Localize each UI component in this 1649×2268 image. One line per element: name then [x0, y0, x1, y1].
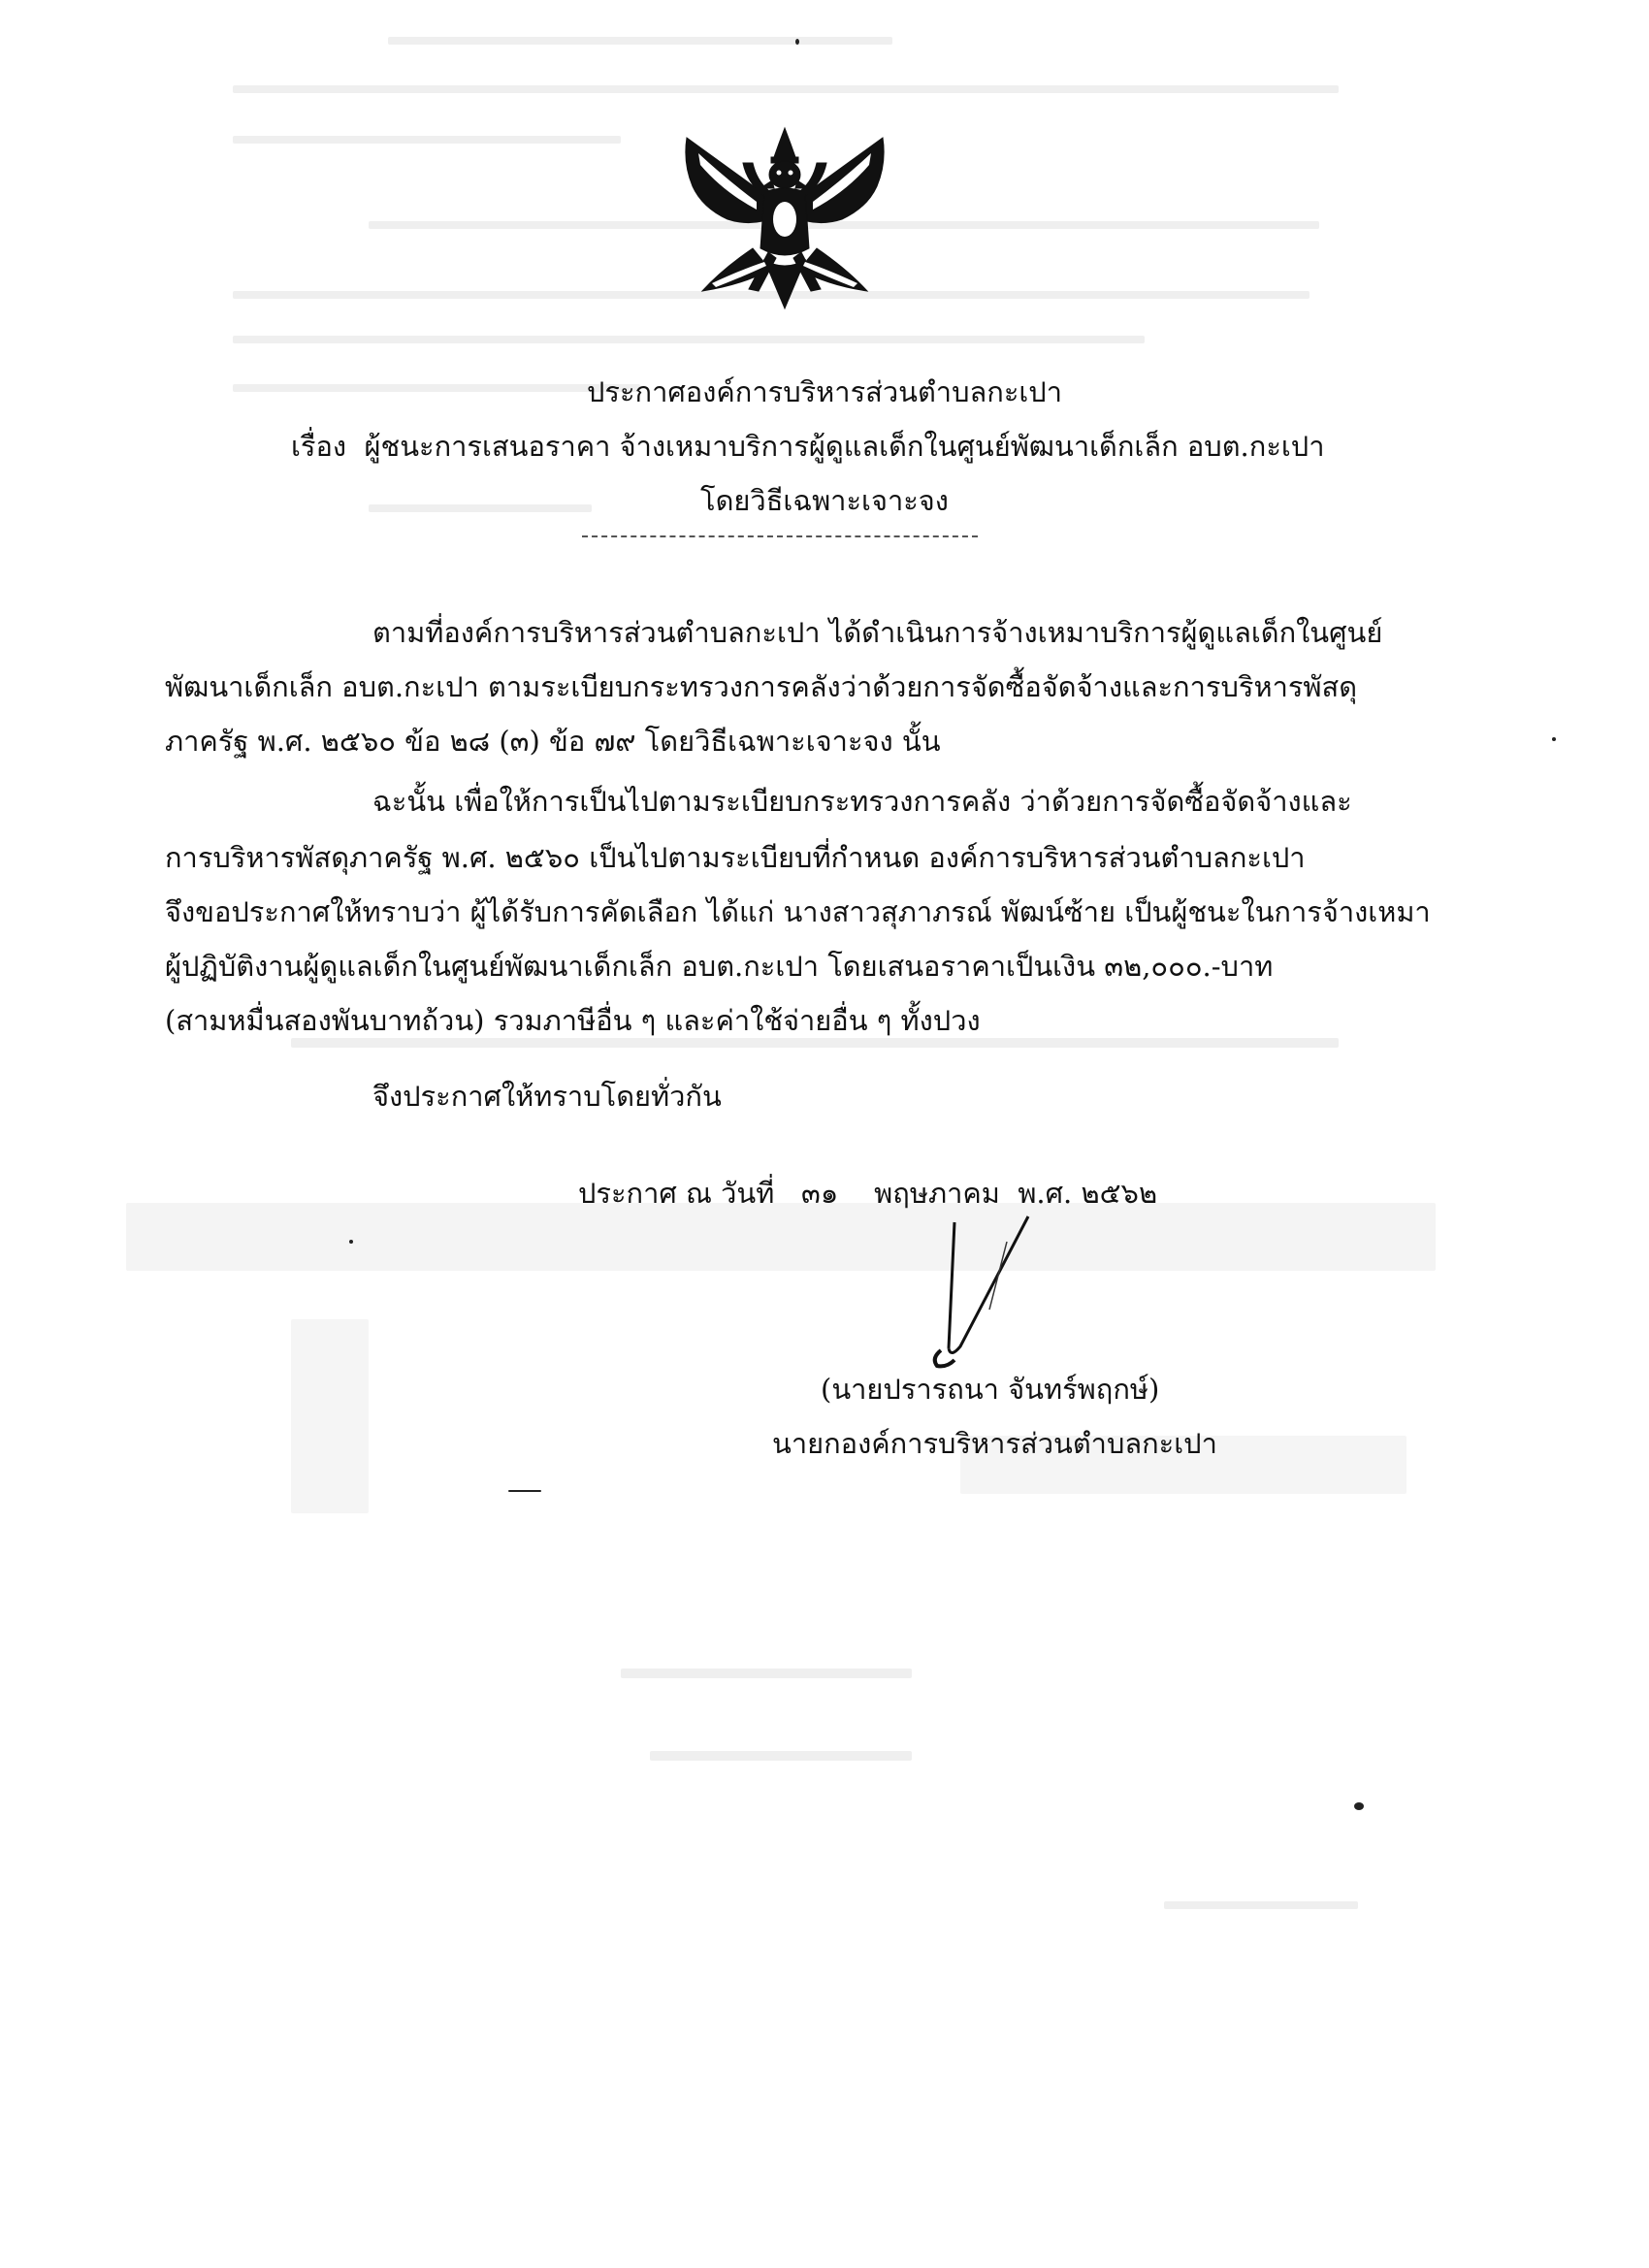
issuer-title: ประกาศองค์การบริหารส่วนตำบลกะเปา — [586, 375, 1062, 408]
handwritten-signature — [892, 1203, 1067, 1377]
bleed-through — [126, 1203, 1436, 1271]
paragraph-1-line: ตามที่องค์การบริหารส่วนตำบลกะเปา ได้ดำเนินการจ้างเหมาบริการผู้ดูแลเด็กในศูนย์ — [372, 616, 1383, 649]
signatory-name: (นายปรารถนา จันทร์พฤกษ์) — [821, 1373, 1160, 1406]
bleed-through — [291, 1319, 369, 1513]
bleed-through — [233, 85, 1339, 93]
paragraph-2-line: จึงขอประกาศให้ทราบว่า ผู้ได้รับการคัดเลือก ได้แก่ นางสาวสุภาภรณ์ พัฒน์ซ้าย เป็นผู้ชนะในการจ้างเหมา — [165, 895, 1431, 928]
subject-method: โดยวิธีเฉพาะเจาะจง — [700, 484, 949, 517]
divider — [582, 535, 978, 537]
date-month: พฤษภาคม — [874, 1177, 1000, 1210]
closing-text: จึงประกาศให้ทราบโดยทั่วกัน — [372, 1080, 722, 1113]
ink-speck — [1552, 737, 1556, 741]
bleed-through — [233, 136, 621, 144]
date-year: พ.ศ. ๒๕๖๒ — [1018, 1177, 1158, 1210]
announcement-date — [578, 1176, 1157, 1211]
garuda-emblem-icon — [663, 124, 906, 318]
subject-text: ผู้ชนะการเสนอราคา จ้างเหมาบริการผู้ดูแลเด็กในศูนย์พัฒนาเด็กเล็ก อบต.กะเปา — [364, 430, 1325, 463]
bleed-through — [621, 1669, 912, 1678]
paragraph-1-line: ภาครัฐ พ.ศ. ๒๕๖๐ ข้อ ๒๘ (๓) ข้อ ๗๙ โดยวิธีเฉพาะเจาะจง นั้น — [165, 725, 941, 758]
paragraph-2-line: ฉะนั้น เพื่อให้การเป็นไปตามระเบียบกระทรวงการคลัง ว่าด้วยการจัดซื้อจัดจ้างและ — [372, 785, 1352, 818]
paragraph-2-line: ผู้ปฏิบัติงานผู้ดูแลเด็กในศูนย์พัฒนาเด็กเล็ก อบต.กะเปา โดยเสนอราคาเป็นเงิน ๓๒,๐๐๐.-บาท — [165, 950, 1274, 983]
ink-speck — [349, 1240, 353, 1244]
bleed-through — [650, 1751, 912, 1761]
ink-speck — [1354, 1802, 1364, 1810]
bleed-through — [291, 1038, 1339, 1048]
paragraph-2-line: การบริหารพัสดุภาครัฐ พ.ศ. ๒๕๖๐ เป็นไปตามระเบียบที่กำหนด องค์การบริหารส่วนตำบลกะเปา — [165, 841, 1306, 874]
paragraph-1-line: พัฒนาเด็กเล็ก อบต.กะเปา ตามระเบียบกระทรวงการคลังว่าด้วยการจัดซื้อจัดจ้างและการบริหารพัสดุ — [165, 670, 1358, 703]
bleed-through — [1164, 1901, 1358, 1909]
bleed-through — [233, 336, 1145, 343]
bleed-through — [388, 37, 892, 45]
subject-line — [291, 429, 1325, 464]
date-day: ๓๑ — [801, 1177, 839, 1210]
ink-speck — [508, 1490, 541, 1492]
date-prefix: ประกาศ ณ วันที่ — [578, 1177, 775, 1210]
subject-label: เรื่อง — [291, 430, 347, 463]
signatory-position: นายกองค์การบริหารส่วนตำบลกะเปา — [772, 1427, 1217, 1460]
ink-speck — [795, 39, 799, 45]
paragraph-2-line: (สามหมื่นสองพันบาทถ้วน) รวมภาษีอื่น ๆ และค่าใช้จ่ายอื่น ๆ ทั้งปวง — [165, 1004, 981, 1037]
